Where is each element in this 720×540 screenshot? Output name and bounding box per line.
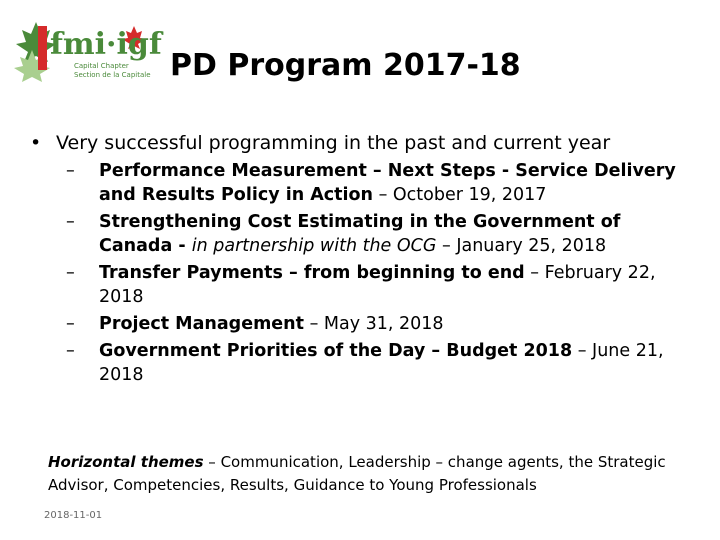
logo-chapter-en: Capital Chapter [74, 62, 129, 70]
sub-item [66, 210, 680, 258]
item-title: Strengthening Cost Estimating in the Government of Canada - [99, 212, 621, 256]
red-tower-icon [38, 26, 47, 70]
content-list [30, 130, 680, 387]
logo-wordmark: fmi·igf [50, 27, 162, 62]
main-bullet [30, 130, 680, 156]
item-date: – May 31, 2018 [304, 314, 444, 334]
dash-mark: – [66, 341, 75, 361]
sub-item [66, 261, 680, 309]
horizontal-themes [48, 451, 688, 497]
dash-mark: – [66, 263, 75, 283]
dash-mark: – [66, 161, 75, 181]
fmi-igf-logo [14, 16, 176, 84]
dash-mark: – [66, 212, 75, 232]
themes-text: – Communication, Leadership – change agents, the Strategic Advisor, Competencies, Results, Guidance to Young Professionals [48, 453, 666, 494]
sub-item [66, 339, 680, 387]
themes-lead: Horizontal themes [48, 453, 204, 471]
item-title: Project Management [99, 314, 304, 334]
item-date: – June 21, 2018 [99, 341, 664, 385]
item-date: – October 19, 2017 [373, 185, 547, 205]
dash-mark: – [66, 314, 75, 334]
sub-item [66, 312, 680, 336]
footer-date: 2018-11-01 [44, 510, 103, 521]
main-bullet-text: Very successful programming in the past and current year [56, 132, 611, 154]
item-title: Performance Measurement – Next Steps - Service Delivery and Results Policy in Action [99, 161, 676, 205]
bullet-mark: • [30, 132, 42, 154]
logo-chapter-fr: Section de la Capitale [74, 71, 151, 79]
item-title: Government Priorities of the Day – Budget 2018 [99, 341, 573, 361]
item-note: in partnership with the OCG [191, 236, 437, 256]
item-title: Transfer Payments – from beginning to end [99, 263, 525, 283]
item-date: – January 25, 2018 [436, 236, 607, 256]
sub-item [66, 159, 680, 207]
slide-title: PD Program 2017-18 [170, 48, 521, 83]
item-date: – February 22, 2018 [99, 263, 656, 307]
